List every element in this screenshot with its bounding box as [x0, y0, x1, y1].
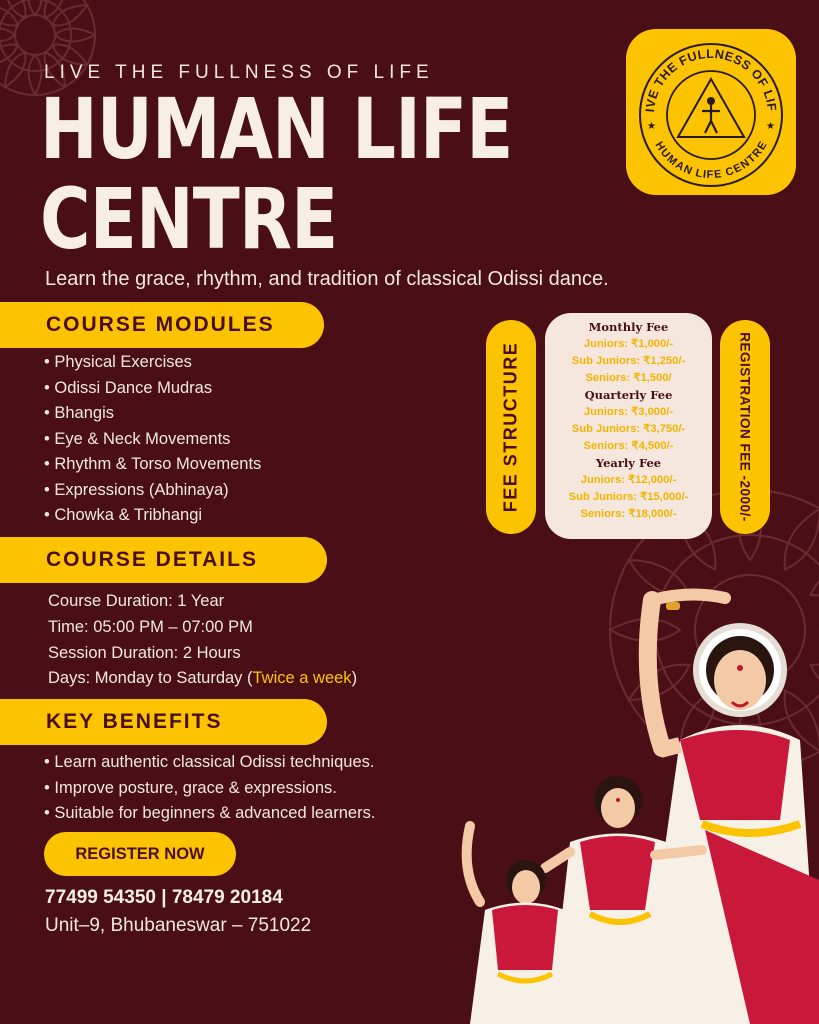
course-details: [48, 589, 357, 692]
course-modules-list: [44, 350, 261, 529]
list-item: • Learn authentic classical Odissi techniques.: [44, 750, 375, 776]
course-time: Time: 05:00 PM – 07:00 PM: [48, 617, 253, 636]
svg-text:LIVE THE FULLNESS OF LIFE: [626, 29, 779, 113]
quarterly-fee-title: Quarterly Fee: [584, 388, 673, 402]
registration-fee-label: [720, 320, 770, 534]
fee-row: Juniors: ₹3,000/-: [583, 406, 674, 418]
key-benefits-heading: KEY BENEFITS: [0, 699, 327, 745]
subtitle: Learn the grace, rhythm, and tradition of classical Odissi dance.: [45, 268, 609, 290]
logo-ring-bottom-text: HUMAN LIFE CENTRE: [652, 139, 770, 182]
monthly-fee-title: Monthly Fee: [588, 320, 669, 334]
fee-row: Juniors: ₹12,000/-: [580, 474, 677, 486]
list-item: • Physical Exercises: [44, 350, 261, 376]
list-item: • Rhythm & Torso Movements: [44, 452, 261, 478]
fee-card: [545, 313, 712, 539]
logo-ring-top-text: IVE THE FULLNESS OF LIF: [643, 46, 779, 113]
logo-emblem-icon: [626, 29, 796, 195]
odissi-dancers-illustration-icon: [440, 580, 819, 1024]
course-modules-heading: COURSE MODULES: [0, 302, 324, 348]
list-item: • Chowka & Tribhangi: [44, 503, 261, 529]
session-duration: Session Duration: 2 Hours: [48, 643, 241, 662]
fee-row: Sub Juniors: ₹3,750/-: [571, 423, 686, 435]
fee-row: Seniors: ₹18,000/-: [580, 508, 677, 520]
title-line-2: CENTRE: [40, 170, 338, 268]
days-highlight: Twice a week: [252, 669, 352, 688]
fee-structure-text: FEE STRUCTURE: [500, 341, 521, 513]
tagline: LIVE THE FULLNESS OF LIFE: [44, 62, 434, 83]
list-item: • Improve posture, grace & expressions.: [44, 776, 375, 802]
course-days: [48, 666, 357, 692]
fee-row: Seniors: ₹4,500/-: [583, 440, 674, 452]
register-now-button[interactable]: REGISTER NOW: [44, 832, 236, 876]
fee-structure-label: [486, 320, 536, 534]
logo: [626, 29, 796, 195]
list-item: • Expressions (Abhinaya): [44, 478, 261, 504]
course-duration: Course Duration: 1 Year: [48, 592, 225, 610]
registration-fee-text: REGISTRATION FEE -2000/-: [737, 332, 753, 522]
yearly-fee-title: Yearly Fee: [595, 456, 662, 470]
contact-address: Unit–9, Bhubaneswar – 751022: [45, 915, 312, 936]
fee-row: Seniors: ₹1,500/: [585, 372, 672, 384]
list-item: • Suitable for beginners & advanced learners.: [44, 801, 375, 827]
course-details-heading: COURSE DETAILS: [0, 537, 327, 583]
key-benefits-list: [44, 750, 375, 827]
days-suffix: ): [351, 669, 358, 688]
list-item: • Odissi Dance Mudras: [44, 376, 261, 402]
fee-row: Juniors: ₹1,000/-: [583, 338, 674, 350]
page-title: [40, 80, 513, 268]
days-text: Days: Monday to Saturday (: [48, 669, 253, 688]
list-item: • Bhangis: [44, 401, 261, 427]
fee-row: Sub Juniors: ₹15,000/-: [568, 491, 689, 503]
contact-phones: 77499 54350 | 78479 20184: [45, 887, 283, 908]
title-line-1: HUMAN LIFE: [40, 80, 513, 178]
fee-row: Sub Juniors: ₹1,250/-: [571, 355, 686, 367]
svg-text:★: ★: [647, 121, 656, 132]
list-item: • Eye & Neck Movements: [44, 427, 261, 453]
svg-text:★: ★: [766, 121, 775, 132]
svg-text:HUMAN LIFE CENTRE: [653, 140, 770, 181]
